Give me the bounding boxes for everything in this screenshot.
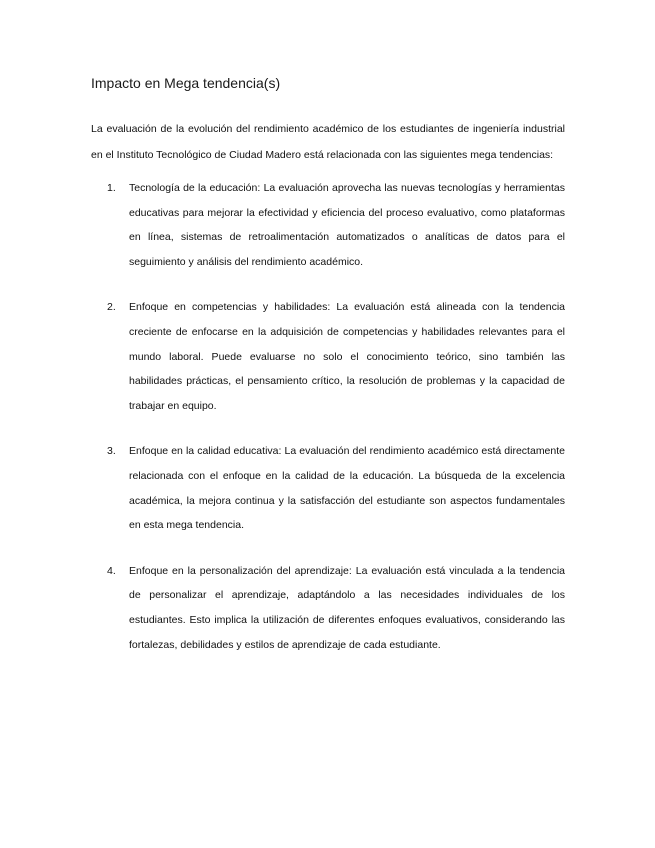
list-item-number: 3. [107,445,116,458]
list-item-number: 2. [107,301,116,314]
list-item [91,439,565,537]
list-item-text: Tecnología de la educación: La evaluación aprovecha las nuevas tecnologías y herramientas educativas para mejorar la efectividad y eficiencia del proceso evaluativo, como plataformas en línea, sistemas de retroalimentación automatizados o analíticas de datos para el seguimiento y análisis del rendimiento académico. [129,182,565,268]
list-item [91,295,565,418]
list-item [91,559,565,657]
list-item-number: 4. [107,564,116,577]
list-item-text: Enfoque en la personalización del aprendizaje: La evaluación está vinculada a la tendencia de personalizar el aprendizaje, adaptándolo a las necesidades individuales de los estudiantes. Esto implica la utilización de diferentes enfoques evaluativos, considerando las fortalezas, debilidades y estilos de aprendizaje de cada estudiante. [129,564,565,651]
intro-paragraph: La evaluación de la evolución del rendimiento académico de los estudiantes de ingeniería industrial en el Instituto Tecnológico de Ciudad Madero está relacionada con las siguientes mega tendencias: [91,123,565,161]
mega-trends-list [91,176,565,678]
list-item-text: Enfoque en la calidad educativa: La evaluación del rendimiento académico está directamente relacionada con el enfoque en la calidad de la educación. La búsqueda de la excelencia académica, la mejora continua y la satisfacción del estudiante son aspectos fundamentales en esta mega tendencia. [129,445,565,532]
page-title: Impacto en Mega tendencia(s) [91,75,281,91]
list-item-text: Enfoque en competencias y habilidades: La evaluación está alineada con la tendencia creciente de enfocarse en la adquisición de competencias y habilidades relevantes para el mundo laboral. Puede evaluarse no solo el conocimiento teórico, sino también las habilidades prácticas, el pensamiento crítico, la resolución de problemas y la capacidad de trabajar en equipo. [129,301,565,412]
list-item [91,176,565,274]
list-item-number: 1. [107,182,116,194]
